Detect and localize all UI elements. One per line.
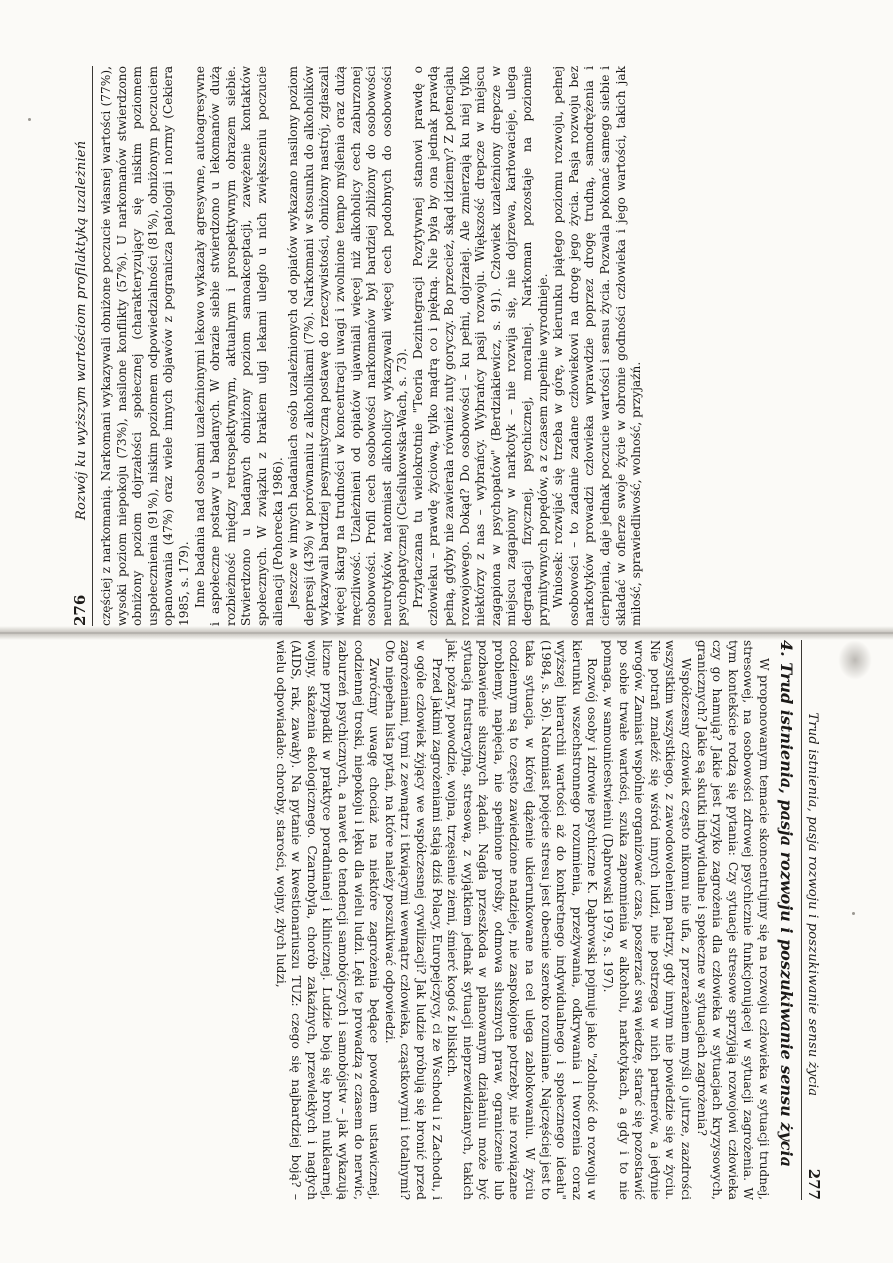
paragraph: Przed jakimi zagrożeniami stają dziś Polacy, Europejczycy, ci ze Wschodu i z Zachodu, i w ogóle człowiek żyjący we współczesnej cywilizacji? Jak ludzie próbują się bronić przed zagrożeniami, tymi z zewnątrz i tkwiącymi wewnątrz człowieka, cząstkowymi i totalnymi? Oto niepełna lista pytań, na które należy poszukiwać odpowiedzi. — [382, 640, 444, 1200]
running-title: Trud istnienia, pasja rozwoju i poszukiwanie sensu życia — [805, 712, 820, 1097]
paragraph: częściej z narkomanią. Narkomani wykazywali obniżone poczucie własnej wartości (77%), wysoki poziom niepokoju (73%), nasilone konflikty (57%). U narkomanów stwierdzono obniżony poziom dojrzałości społecznej (charakteryzujący się niskim poziomem uspołecznienia (91%), niskim poziomem odpowiedzialności (81%), obniżonym poczuciem opanowania (47%) oraz wiele innych objawów z pogranicza patologii i normy (Cekiera 1985, s. 179). — [99, 66, 191, 626]
paragraph: Rozwój osoby i zdrowie psychiczne K. Dąbrowski pojmuje jako "zdolność do rozwoju w kierunku wszechstronnego rozumienia, przeżywania, odkrywania i tworzenia coraz wyższej hierarchii wartości aż do konkretnego indywidualnego i społecznego ideału" (1984, s. 36). Natomiast pojęcie stresu jest obecnie szeroko rozumiane. Najczęściej jest to taka sytuacja, w której dążenie ukierunkowane na cel ulega zablokowaniu. W życiu codziennym są to często zawiedzione nadzieje, nie zaspokojone potrzeby, nie rozwiązane problemy, napięcia, nie spełnione prośby, odmowa słusznych praw, ograniczenie lub pozbawienie słusznych żądań. Nagła przeszkoda w planowanym działaniu może być sytuacją frustracyjną, stresową, z wyjątkiem jednak sytuacji nieprzewidzianych, takich jak: pożary, powodzie, wojna, trzęsienie ziemi, śmierć kogoś z bliskich. — [445, 640, 600, 1200]
page-276-header — [71, 66, 93, 626]
paragraph: Zwróćmy uwagę chociaż na niektóre zagrożenia będące powodem ustawicznej, codziennej troski, niepokoju i lęku dla wielu ludzi. Lęki te prowadzą z czasem do nerwic, zaburzeń psychicznych, a nawet do tendencji samobójczych i samobójstw – jak wykazują liczne przypadki w praktyce poradnianej i klinicznej. Ludzie boją się broni nuklearnej, wojny, skażenia ekologicznego. Czarnobyla, chorób zakaźnych, przewlekłych i nagłych (AIDS, rak, zawały). Na pytanie w kwestionariuszu TUZ: czego się najbardziej boją? – wielu odpowiadało: choroby, starości, wojny, złych ludzi, — [273, 640, 382, 1200]
chapter-heading: 4. Trud istnienia, pasja rozwoju i poszukiwanie sensu życia — [777, 640, 796, 1167]
paragraph: Współczesny człowiek często nikomu nie ufa, z przerażeniem myśli o jutrze, zazdrości wszystkim wszystkiego, z zawodowoleniem patrzy, gdy innym nie powiedzie się w życiu. Nie potrafi znaleźć się wśród innych ludzi, nie postrzega w nich partnerów, a jedynie wrogów. Zamiast wspólnie organizować czas, poszerzać swą wiedzę, starać się pozostawić po sobie trwałe wartości, szuka zapomnienia w alkoholu, narkotykach, a gdy i to nie pomaga, w samounicestwieniu (Dąbrowski 1979, s. 197). — [601, 640, 694, 1200]
page-number: 277 — [805, 1168, 823, 1200]
page-277-body — [272, 640, 771, 1200]
scan-speck — [852, 912, 855, 915]
page-277 — [73, 640, 823, 1200]
page-277-header — [801, 640, 823, 1200]
page-276-body — [99, 66, 645, 626]
paragraph: Jeszcze w innych badaniach osób uzależnionych od opiatów wykazano nasilony poziom depresji (43%) w porównaniu z alkoholikami (7%). Narkomani w stosunku do alkoholików wykazywali bardziej pesymistyczną postawę do rzeczywistości, obniżony nastrój, zgłaszali więcej skarg na trudności w koncentracji uwagi i zwolnione tempo myślenia oraz dużą męczliwość. Uzależnieni od opiatów ujawniali więcej niż alkoholicy cech zaburzonej osobowości. Profil cech osobowości narkomanów był bardziej zbliżony do osobowości neurotyków, natomiast alkoholicy wykazywali więcej cech podobnych do osobowości psychopatycznej (Cieślukowska-Wach, s. 73). — [286, 66, 410, 626]
page-curl-shadow — [838, 640, 872, 680]
paragraph: Inne badania nad osobami uzależnionymi lekowo wykazały agresywne, autoagresywne i aspołeczne postawy u badanych. W obrazie siebie stwierdzono u lekomanów dużą rozbieżność między retrospektywnym, aktualnym i prospektywnym obrazem siebie. Stwierdzono u badanych obniżony poziom samoakceptacji, zawężenie kontaktów społecznych. W związku z brakiem ulgi lekami uległo u nich zwiększeniu poczucie alienacji (Pohorecka 1986). — [192, 66, 285, 626]
page-number: 276 — [71, 594, 89, 626]
paragraph: Wniosek: rozwijać się trzeba w górę, w kierunku piątego poziomu rozwoju, pełnej osobowości – to zadanie zadane człowiekowi na drogę jego życia. Pasja rozwoju bez narkotyków prowadzi człowieka wprawdzie poprzez drogę trudną, samodrężenia i cierpienia, daje jednak poczucie wartości i sensu życia. Pozwala pokonać samego siebie i składać w ofierze swoje życie w obronie godności człowieka i jego wartości, takich jak miłość, sprawiedliwość, wolność, przyjaźń. — [551, 66, 644, 626]
running-title: Rozwój ku wyższym wartościom profilaktyką uzależnień — [74, 140, 89, 520]
page-276 — [71, 66, 791, 626]
paragraph: W proponowanym temacie skoncentrujmy się na rozwoju człowieka w sytuacji trudnej, stresowej, na osobowości zdrowej psychicznie funkcjonującej w sytuacji zagrożenia. W tym kontekście rodzą się pytania: Czy sytuacje stresowe sprzyjają rozwojowi człowieka czy go hamują? Jakie jest ryzyko zagrożenia dla człowieka w sytuacjach kryzysowych, granicznych? Jakie są skutki indywidualne i społeczne w sytuacjach zagrożenia? — [694, 640, 771, 1200]
paragraph: Przytaczana tu wielokrotnie "Teoria Dezintegracji Pozytywnej stanowi prawdę o człowieku – prawdę życiową, tylko mądrą co i piękną. Nie była by ona jednak prawdą pełną, gdyby nie zawierała również nuty goryczy. Bo przecież, skąd idziemy? Z potencjału rozwojowego. Dokąd? Do osobowości – ku pełni, dojrzałej. Ale zmierzają ku niej tylko niektórzy z nas – wybrańcy. Wybrańcy pasji rozwoju. Większość drepcze w miejscu zagapiona w psychopatów" (Berdziakiewicz, s. 91). Człowiek uzależniony drepcze w miejscu zagapiony w narkotyk – nie rozwija się, nie dojrzewa, karłowacieje, ulega degradacji fizycznej, psychicznej, moralnej. Narkoman pozostaje na poziomie prymitywnych popędów, a z czasem zupełnie wyrodnieje. — [410, 66, 550, 626]
scan-speck — [28, 118, 31, 121]
book-gutter — [0, 626, 893, 640]
